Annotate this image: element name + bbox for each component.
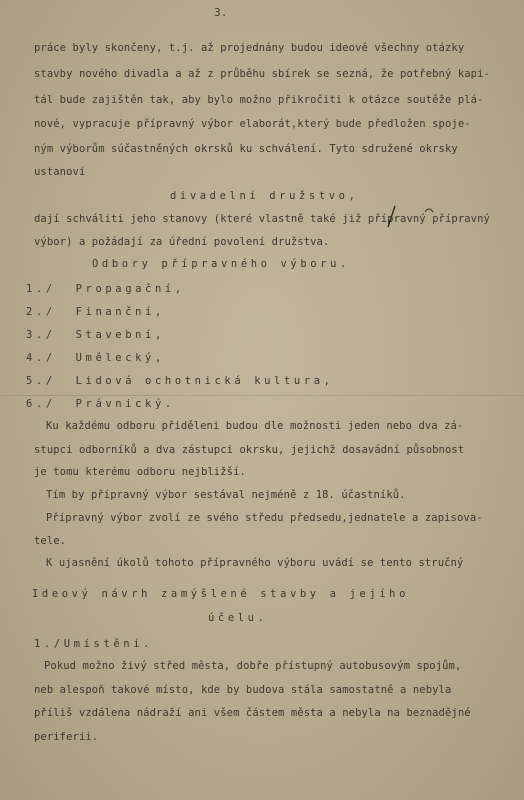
text-line-12: Tím by přípravný výbor sestával nejméně z 18. účastníků. [46, 489, 406, 501]
strike-mark [388, 206, 395, 227]
text-line-9: Ku každému odboru přiděleni budou dle možnosti jeden nebo dva zá- [46, 420, 464, 432]
text-line-18: příliš vzdálena nádraží ani všem částem města a nebyla na beznadějné [34, 707, 471, 719]
text-line-5: ným výborům súčastněných okrsků ku schválení. Tyto sdružené okrsky [34, 143, 458, 155]
list-item-1: 1./ Propagační, [26, 283, 185, 295]
text-line-15: K ujasnění úkolů tohoto přípravného výboru uvádí se tento stručný [46, 557, 464, 569]
text-line-10: stupci odborníků a dva zástupci okrsku, jejichž dosavádní působnost [34, 444, 465, 456]
text-line-6: ustanoví [34, 166, 86, 178]
text-line-8: výbor) a požádají za úřední povolení družstva. [34, 236, 330, 248]
section-umisteni: 1./Umístění. [34, 638, 154, 650]
text-line-19: periferii. [34, 731, 99, 743]
text-line-13: Přípravný výbor zvolí ze svého středu předsedu,jednatele a zapisova- [46, 512, 483, 524]
list-item-2: 2./ Finanční, [26, 306, 165, 318]
text-line-14: tele. [34, 535, 67, 547]
list-item-4: 4./ Umělecký, [26, 352, 165, 364]
list-item-6: 6./ Právnický. [26, 398, 175, 410]
heading-ucelu: účelu. [208, 612, 268, 624]
text-line-17: neb alespoň takové místo, kde by budova stála samostatně a nebyla [34, 684, 452, 696]
text-line-1: práce byly skončeny, t.j. až projednány budou ideové všechny otázky [34, 42, 465, 54]
caret-mark [425, 209, 433, 212]
text-line-3: tál bude zajištěn tak, aby bylo možno přikročiti k otázce soutěže plá- [34, 94, 484, 106]
list-item-5: 5./ Lidová ochotnická kultura, [26, 375, 334, 387]
heading-divadelni-druzstvo: divadelní družstvo, [170, 190, 359, 202]
text-line-16: Pokud možno živý střed města, dobře přístupný autobusovým spojům, [44, 660, 462, 672]
heading-odbory: Odbory přípravného výboru. [92, 258, 350, 270]
text-line-4: nové, vypracuje přípravný výbor elaborát,který bude předložen spoje- [34, 118, 471, 130]
text-line-11: je tomu kterému odboru nejbližší. [34, 466, 246, 478]
heading-ideovy-navrh: Ideový návrh zamýšlené stavby a jejího [32, 588, 410, 600]
list-item-3: 3./ Stavební, [26, 329, 165, 341]
page-number: 3. [214, 6, 228, 19]
text-line-7: dají schváliti jeho stanovy (které vlastně také již přípravný přípravný [34, 213, 490, 225]
text-line-2: stavby nového divadla a až z průběhu sbírek se sezná, že potřebný kapi- [34, 68, 490, 80]
